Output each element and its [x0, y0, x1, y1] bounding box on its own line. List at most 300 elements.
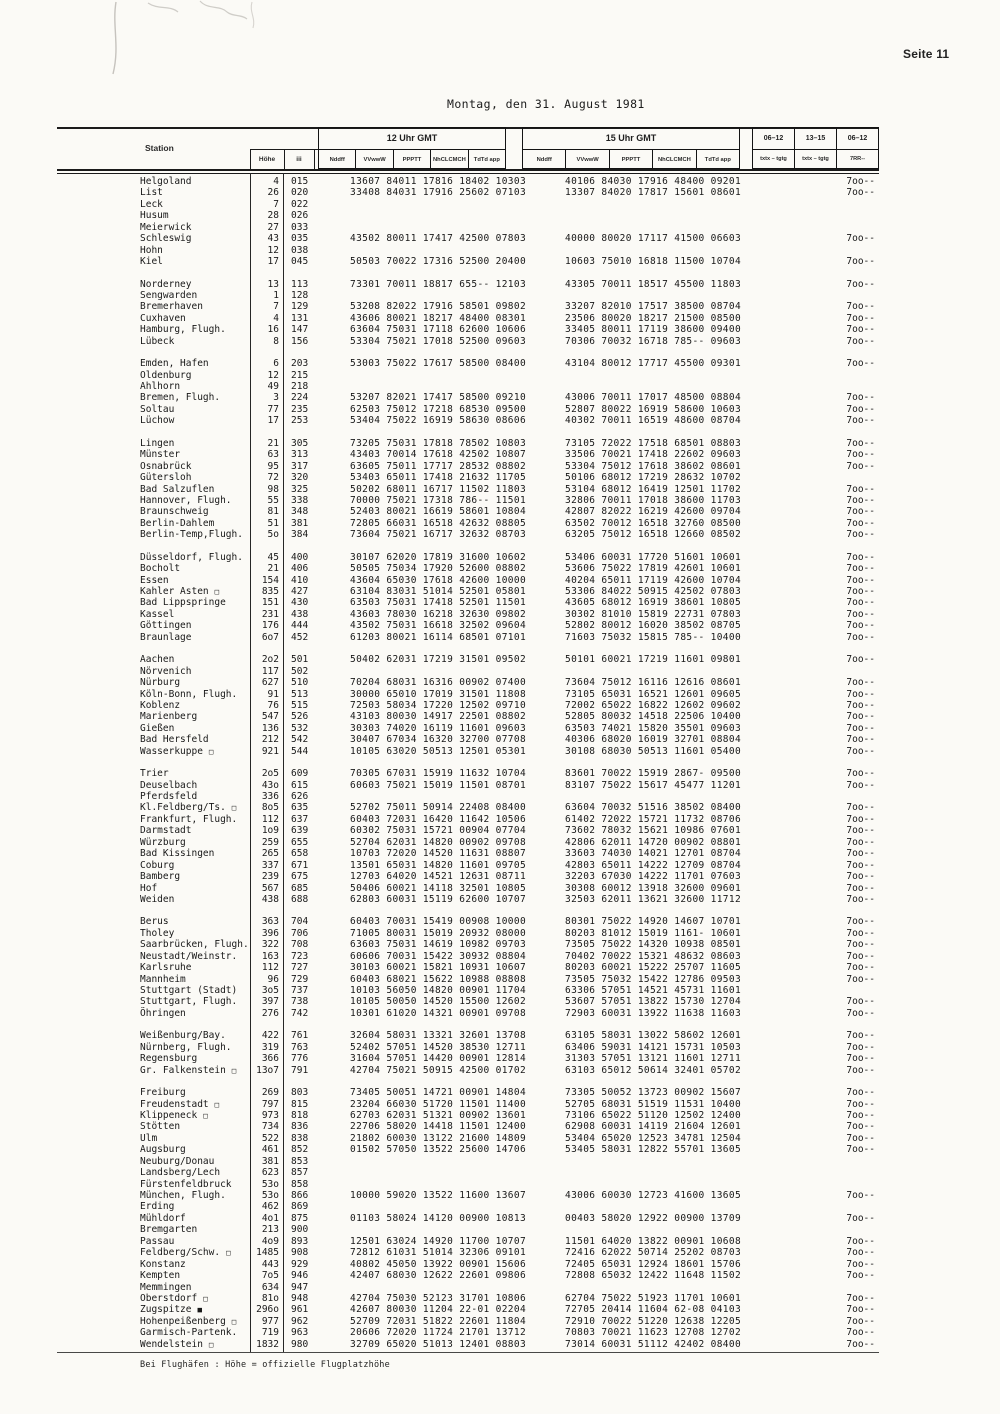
station-name: Sengwarden [140, 289, 198, 301]
station-marker-square: □ [214, 1099, 220, 1109]
precipitation-group [840, 472, 875, 483]
station-name: Neustadt/Weinstr. [140, 950, 238, 962]
station-iii-code: 203 [291, 358, 309, 370]
obs-group-15utc: 72416 62022 50714 25202 08703 [565, 1247, 742, 1259]
table-row [140, 358, 875, 369]
table-row [140, 996, 875, 1007]
obs-group-12utc: 52709 72031 51822 22601 11804 [350, 1315, 527, 1327]
table-row [140, 1110, 875, 1121]
station-name: Ahlhorn [140, 381, 181, 392]
obs-group-12utc [350, 290, 565, 301]
table-row [140, 245, 875, 256]
precipitation-group: 7oo-- [846, 233, 875, 245]
station-iii-code: 803 [291, 1087, 309, 1099]
station-iii-code: 615 [291, 779, 309, 791]
table-row [140, 1087, 875, 1098]
table-row [140, 1247, 875, 1258]
precipitation-group: 7oo-- [846, 893, 875, 905]
obs-group-15utc: 80301 75022 14920 14607 10701 [565, 916, 742, 928]
station-name: Darmstadt [140, 825, 192, 837]
obs-group-15utc: 61402 72022 15721 11732 08706 [565, 813, 742, 825]
table-row [140, 1167, 875, 1178]
station-hoehe: 6o7 [261, 631, 279, 643]
station-iii-code: 961 [291, 1304, 309, 1316]
table-row [140, 1133, 875, 1144]
obs-group-12utc [350, 791, 565, 802]
station-iii-code: 866 [291, 1190, 309, 1201]
table-row [140, 575, 875, 586]
station-hoehe: 26 [267, 187, 279, 199]
obs-group-12utc: 30303 74020 16119 11601 09603 [350, 722, 527, 734]
station-hoehe: 443 [261, 1258, 279, 1270]
station-name: Coburg [140, 859, 175, 871]
station-iii-code: 427 [291, 586, 309, 597]
station-hoehe: 43 [267, 233, 279, 245]
station-name: Bamberg [140, 871, 181, 883]
station-iii-code: 729 [291, 973, 309, 985]
station-name: Lüchow [140, 415, 175, 427]
station-name: Gütersloh [140, 472, 192, 484]
station-hoehe: 16 [267, 324, 279, 336]
station-iii-code: 818 [291, 1109, 309, 1121]
station-hoehe: 112 [261, 962, 279, 974]
station-iii-code: 838 [291, 1132, 309, 1144]
table-row [140, 848, 875, 859]
precipitation-group: 7oo-- [846, 848, 875, 860]
station-hoehe: 17 [267, 256, 279, 268]
table-row [140, 176, 875, 187]
station-name: Norderney [140, 278, 192, 290]
station-name: Fürstenfeldbruck [140, 1178, 232, 1190]
station-hoehe: 49 [267, 381, 279, 392]
precipitation-group: 7oo-- [846, 1315, 875, 1327]
precipitation-group: 7oo-- [846, 460, 875, 472]
station-iii-code: 980 [291, 1338, 309, 1350]
precipitation-group: 7oo-- [846, 187, 875, 199]
obs-group-15utc: 80203 81012 15019 1161- 10601 [565, 927, 742, 939]
station-iii-code: 857 [291, 1167, 309, 1179]
precipitation-group: 7oo-- [846, 358, 875, 370]
station-iii-code: 962 [291, 1315, 309, 1327]
station-iii-code: 038 [291, 244, 309, 256]
precipitation-group: 7oo-- [846, 962, 875, 974]
station-name: Pferdsfeld [140, 791, 198, 802]
station-iii-code: 020 [291, 187, 309, 199]
station-name: Lingen [140, 437, 175, 449]
station-block [140, 279, 875, 348]
precipitation-group: 7oo-- [846, 437, 875, 449]
station-name: Oberstdorf □ [140, 1292, 208, 1304]
precipitation-group: 7oo-- [846, 745, 875, 757]
footnote: Bei Flughäfen : Höhe = offizielle Flugplatzhöhe [140, 1360, 390, 1370]
table-row [140, 1316, 875, 1327]
station-name: Wendelstein □ [140, 1338, 214, 1350]
station-name: Mannheim [140, 973, 186, 985]
station-name: Hannover, Flugh. [140, 494, 232, 506]
table-row [140, 324, 875, 335]
station-iii-code: 128 [291, 289, 309, 301]
station-name: Bremgarten [140, 1224, 198, 1236]
station-iii-code: 215 [291, 369, 309, 381]
station-iii-code: 929 [291, 1258, 309, 1270]
obs-group-12utc: 63603 75031 14619 10982 09703 [350, 939, 527, 951]
obs-group-12utc: 21802 60030 13122 21600 14809 [350, 1132, 527, 1144]
obs-group-12utc: 13501 65031 14820 11601 09705 [350, 859, 527, 871]
obs-group-15utc: 40306 68020 16019 32701 08804 [565, 734, 742, 746]
subcolumn-label: PPPTT [609, 150, 652, 169]
station-marker-square: □ [231, 1065, 237, 1075]
obs-group-15utc: 33207 82010 17517 38500 08704 [565, 301, 742, 313]
obs-group-12utc: 60403 72031 16420 11642 10506 [350, 813, 527, 825]
precipitation-group: 7oo-- [846, 996, 875, 1008]
station-iii-code: 853 [291, 1155, 309, 1167]
precipitation-group: 7oo-- [846, 927, 875, 939]
station-hoehe: 2o2 [261, 654, 279, 666]
station-iii-code: 737 [291, 985, 309, 996]
header-vline-iii-right [314, 149, 315, 170]
table-row [140, 279, 875, 290]
station-name: Neuburg/Donau [140, 1155, 215, 1167]
precipitation-group: 7oo-- [846, 1053, 875, 1065]
obs-group-15utc: 52705 68031 51519 11531 10400 [565, 1098, 742, 1110]
station-iii-code: 626 [291, 791, 309, 802]
table-row [140, 449, 875, 460]
station-hoehe: 973 [261, 1109, 279, 1121]
obs-group-15utc: 42806 62011 14720 00902 08801 [565, 836, 742, 848]
table-row [140, 506, 875, 517]
station-marker-square: □ [208, 1339, 214, 1349]
station-iii-code: 688 [291, 893, 309, 905]
obs-group-15utc: 73106 65022 51120 12502 12400 [565, 1109, 742, 1121]
obs-group-12utc: 52403 80021 16619 58601 10804 [350, 506, 527, 518]
station-name: Münster [140, 449, 181, 461]
station-iii-code: 131 [291, 312, 309, 324]
obs-group-12utc [350, 370, 565, 381]
station-name: Meierwick [140, 221, 192, 233]
obs-group-15utc [565, 245, 840, 256]
subcolumn-label: TdTd app [468, 150, 505, 169]
station-hoehe: 55 [267, 494, 279, 506]
table-row [140, 1259, 875, 1270]
obs-group-15utc: 53405 58031 12822 55701 13605 [565, 1144, 742, 1156]
obs-group-12utc: 62803 60031 15119 62600 10707 [350, 893, 527, 905]
station-iii-code: 900 [291, 1224, 309, 1236]
obs-group-12utc: 50202 68011 16717 11502 11803 [350, 483, 527, 495]
precipitation-group: 7oo-- [846, 1087, 875, 1099]
table-row [140, 768, 875, 779]
station-name: List [140, 187, 163, 199]
precipitation-group: 7oo-- [846, 916, 875, 928]
station-name: Köln-Bonn, Flugh. [140, 688, 238, 700]
obs-group-12utc: 70204 68031 16316 00902 07400 [350, 677, 527, 689]
right-column-hours: 13–15 [795, 128, 836, 150]
right-column-code: txtx – tgtg [802, 156, 829, 162]
obs-group-12utc: 43603 78030 16218 32630 09802 [350, 608, 527, 620]
precipitation-group: 7oo-- [846, 278, 875, 290]
station-iii-code: 908 [291, 1247, 309, 1259]
obs-group-15utc: 83107 75022 15617 45477 11201 [565, 779, 742, 791]
precipitation-group: 7oo-- [846, 1144, 875, 1156]
precipitation-group: 7oo-- [846, 1121, 875, 1133]
station-hoehe: 72 [267, 472, 279, 484]
right-column-code: 7RR-- [850, 156, 865, 162]
obs-group-15utc: 40302 70011 16519 48600 08704 [565, 415, 742, 427]
station-hoehe: 76 [267, 699, 279, 711]
station-iii-code: 836 [291, 1121, 309, 1133]
station-iii-code: 430 [291, 597, 309, 609]
station-hoehe: 438 [261, 893, 279, 905]
obs-group-12utc: 70000 75021 17318 786-- 11501 [350, 494, 527, 506]
station-iii-code: 658 [291, 848, 309, 860]
table-row [140, 711, 875, 722]
obs-group-15utc [565, 210, 840, 221]
precipitation-group: 7oo-- [846, 1212, 875, 1224]
station-name: Braunlage [140, 631, 192, 643]
precipitation-group: 7oo-- [846, 597, 875, 609]
station-name: Regensburg [140, 1053, 198, 1065]
station-iii-code: 704 [291, 916, 309, 928]
precipitation-group: 7oo-- [846, 699, 875, 711]
station-hoehe: 151 [261, 597, 279, 609]
station-name: Gießen [140, 722, 175, 734]
station-hoehe: 623 [261, 1167, 279, 1179]
station-marker-square: □ [231, 1316, 237, 1326]
obs-group-12utc: 01502 57050 13522 25600 14706 [350, 1144, 527, 1156]
precipitation-group [840, 1282, 875, 1293]
precipitation-group [840, 1167, 875, 1178]
station-iii-code: 501 [291, 654, 309, 666]
station-iii-code: 675 [291, 871, 309, 883]
station-marker-square: □ [226, 1248, 231, 1258]
obs-group-12utc: 30103 60021 15821 10931 10607 [350, 962, 527, 974]
header-right-box [752, 127, 879, 169]
precipitation-group: 7oo-- [846, 176, 875, 187]
station-hoehe: 7 [273, 198, 279, 210]
right-column-cell [794, 128, 836, 168]
station-hoehe: 17 [267, 415, 279, 427]
precipitation-group: 7oo-- [846, 1270, 875, 1282]
station-name: Augsburg [140, 1144, 186, 1156]
station-iii-code: 852 [291, 1144, 309, 1156]
obs-group-15utc: 72705 20414 11604 62-08 04103 [565, 1304, 742, 1316]
station-iii-code: 727 [291, 962, 309, 974]
obs-group-12utc: 43502 75031 16618 32502 09604 [350, 620, 527, 632]
table-row [140, 1327, 875, 1338]
station-hoehe: 4o9 [261, 1235, 279, 1247]
obs-group-15utc [565, 791, 840, 802]
header-15utc-title: 15 Uhr GMT [605, 133, 657, 143]
obs-group-12utc: 62703 62031 51321 00902 13601 [350, 1109, 527, 1121]
station-name: Weißenburg/Bay. [140, 1030, 226, 1042]
obs-group-12utc: 60302 75031 15721 00904 07704 [350, 825, 527, 837]
station-iii-code: 635 [291, 802, 309, 814]
station-iii-code: 235 [291, 403, 309, 415]
subcolumn-label: VVwwW [565, 150, 608, 169]
obs-group-12utc: 63503 75031 17418 52501 11501 [350, 597, 527, 609]
subcolumn-label: NhCLCMCH [652, 150, 695, 169]
station-hoehe: 319 [261, 1041, 279, 1053]
station-name: Kempten [140, 1270, 181, 1282]
station-hoehe: 835 [261, 586, 279, 597]
precipitation-group: 7oo-- [846, 312, 875, 324]
obs-group-15utc: 73505 75032 15422 12786 09503 [565, 973, 742, 985]
subcolumn-label: PPPTT [393, 150, 430, 169]
table-row [140, 894, 875, 905]
table-row [140, 597, 875, 608]
precipitation-group [840, 666, 875, 677]
station-name: Kassel [140, 608, 175, 620]
obs-group-12utc: 72805 66031 16518 42632 08805 [350, 517, 527, 529]
obs-group-15utc: 52802 80012 16020 38502 08705 [565, 620, 742, 632]
obs-group-15utc [565, 1179, 840, 1190]
obs-group-15utc [565, 666, 840, 677]
precipitation-group: 7oo-- [846, 301, 875, 313]
station-name: Aachen [140, 654, 175, 666]
table-row [140, 529, 875, 540]
obs-group-15utc: 42807 82022 16219 42600 09704 [565, 506, 742, 518]
station-hoehe: 1832 [256, 1338, 279, 1350]
obs-group-12utc: 62503 75012 17218 68530 09500 [350, 403, 527, 415]
obs-group-15utc: 62704 75022 51923 11701 10601 [565, 1292, 742, 1304]
precipitation-group [840, 290, 875, 301]
station-iii-code: 609 [291, 768, 309, 780]
station-name: Freudenstadt □ [140, 1098, 220, 1110]
obs-group-15utc: 50101 60021 17219 11601 09801 [565, 654, 742, 666]
precipitation-group: 7oo-- [846, 608, 875, 620]
obs-group-12utc: 73301 70011 18817 655-- 12103 [350, 278, 527, 290]
station-name: Bocholt [140, 563, 181, 575]
table-row [140, 1065, 875, 1076]
table-row [140, 1224, 875, 1235]
obs-group-15utc: 31303 57051 13121 11601 12711 [565, 1053, 742, 1065]
station-name: Düsseldorf, Flugh. [140, 551, 243, 563]
station-block [140, 358, 875, 427]
station-iii-code: 026 [291, 210, 309, 222]
precipitation-group [840, 381, 875, 392]
station-name: Essen [140, 574, 169, 586]
precipitation-group: 7oo-- [846, 1304, 875, 1316]
obs-group-12utc: 53208 82022 17916 58501 09802 [350, 301, 527, 313]
table-row [140, 1030, 875, 1041]
precipitation-group [840, 791, 875, 802]
station-iii-code: 948 [291, 1292, 309, 1304]
station-hoehe: 21 [267, 437, 279, 449]
table-row [140, 825, 875, 836]
obs-group-12utc: 23204 66030 51720 11501 11400 [350, 1098, 527, 1110]
station-block [140, 1087, 875, 1350]
table-row [140, 290, 875, 301]
station-name: Saarbrücken, Flugh. [140, 939, 249, 951]
station-name: Mühldorf [140, 1212, 186, 1224]
station-iii-code: 510 [291, 677, 309, 689]
precipitation-group: 7oo-- [846, 1235, 875, 1247]
station-name: Freiburg [140, 1087, 186, 1099]
obs-group-15utc: 71603 75032 15815 785-- 10400 [565, 631, 742, 643]
obs-group-15utc [565, 1156, 840, 1167]
station-name: Trier [140, 768, 169, 780]
station-iii-code: 947 [291, 1281, 309, 1293]
station-name: Feldberg/Schw. □ [140, 1247, 231, 1259]
obs-group-15utc: 62908 60031 14119 21604 12601 [565, 1121, 742, 1133]
obs-group-12utc: 40802 45050 13922 00901 15606 [350, 1258, 527, 1270]
obs-group-12utc: 53207 82021 17417 58500 09210 [350, 392, 527, 404]
obs-group-15utc: 52807 80022 16919 58600 10603 [565, 403, 742, 415]
station-hoehe: 547 [261, 711, 279, 723]
station-name: Berus [140, 916, 169, 928]
station-hoehe: 8 [273, 335, 279, 347]
station-hoehe: 163 [261, 950, 279, 962]
precipitation-group [840, 1179, 875, 1190]
station-hoehe: 276 [261, 1007, 279, 1019]
station-name: Kl.Feldberg/Ts. □ [140, 802, 237, 814]
obs-group-15utc: 72903 60031 13922 11638 11603 [565, 1007, 742, 1019]
station-hoehe: 265 [261, 848, 279, 860]
table-row [140, 620, 875, 631]
station-hoehe: 81 [267, 506, 279, 518]
obs-group-12utc: 33408 84031 17916 25602 07103 [350, 187, 527, 199]
table-row [140, 1053, 875, 1064]
station-name: Stötten [140, 1121, 181, 1133]
obs-group-15utc: 43104 80012 17717 45500 09301 [565, 358, 742, 370]
table-row [140, 1190, 875, 1201]
table-row [140, 1213, 875, 1224]
obs-group-15utc: 53607 57051 13822 15730 12704 [565, 996, 742, 1008]
station-iii-code: 218 [291, 381, 309, 392]
station-hoehe: 117 [261, 665, 279, 677]
obs-group-15utc: 23506 80020 18217 21500 08500 [565, 312, 742, 324]
table-row [140, 187, 875, 198]
right-column-hours: 06–12 [837, 128, 878, 150]
station-iii-code: 381 [291, 517, 309, 529]
station-hoehe: 154 [261, 574, 279, 586]
precipitation-group: 7oo-- [846, 449, 875, 461]
station-hoehe: 112 [261, 813, 279, 825]
station-name: Bad Salzuflen [140, 483, 215, 495]
station-name: Bremen, Flugh. [140, 392, 221, 404]
obs-group-12utc: 30107 62020 17819 31600 10602 [350, 551, 527, 563]
station-iii-code: 317 [291, 460, 309, 472]
header-12utc-title: 12 Uhr GMT [386, 133, 438, 143]
precipitation-group: 7oo-- [846, 950, 875, 962]
station-name: Weiden [140, 893, 175, 905]
table-row [140, 233, 875, 244]
station-name: Memmingen [140, 1281, 192, 1293]
table-row [140, 939, 875, 950]
station-name: Bad Kissingen [140, 848, 215, 860]
station-name: Kahler Asten □ [140, 586, 220, 597]
precipitation-group: 7oo-- [846, 506, 875, 518]
obs-group-15utc: 73505 75022 14320 10938 08501 [565, 939, 742, 951]
table-row [140, 1179, 875, 1190]
station-hoehe: 7o5 [261, 1270, 279, 1282]
station-iii-code: 791 [291, 1064, 309, 1076]
obs-group-15utc [565, 290, 840, 301]
obs-group-15utc [565, 1167, 840, 1178]
station-iii-code: 035 [291, 233, 309, 245]
precipitation-group: 7oo-- [846, 403, 875, 415]
station-hoehe: 5o [267, 529, 279, 541]
obs-group-15utc: 32503 62011 13621 32600 11712 [565, 893, 742, 905]
table-row [140, 415, 875, 426]
precipitation-group: 7oo-- [846, 688, 875, 700]
precipitation-group: 7oo-- [846, 1190, 875, 1201]
obs-group-15utc [565, 1201, 840, 1212]
obs-group-12utc: 73604 75021 16717 32632 08703 [350, 529, 527, 541]
obs-group-12utc [350, 1201, 565, 1212]
station-hoehe: 51 [267, 517, 279, 529]
station-hoehe: 337 [261, 859, 279, 871]
station-name: Karlsruhe [140, 962, 192, 974]
